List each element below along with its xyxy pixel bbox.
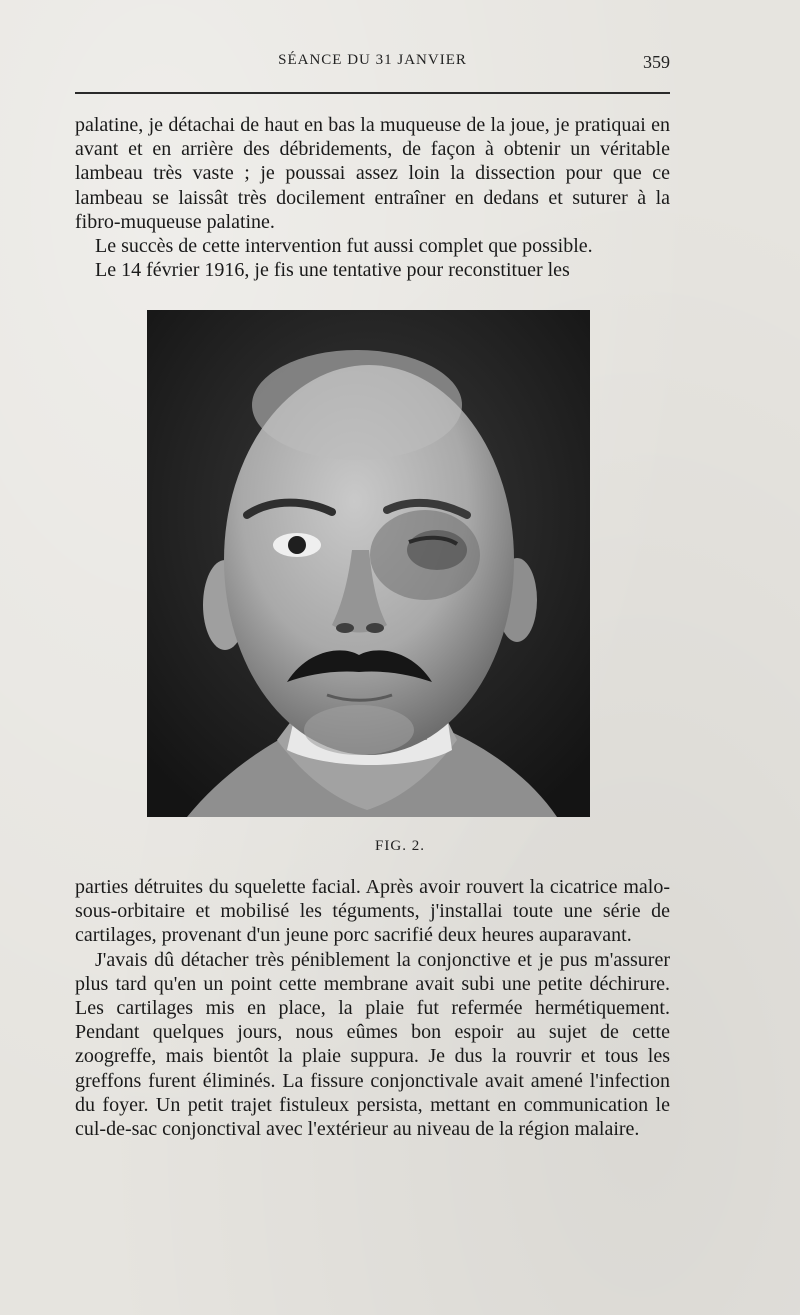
running-title: SÉANCE DU 31 JANVIER — [278, 52, 467, 68]
paragraph: J'avais dû détacher très péniblement la conjonctive et je pus m'assurer plus tard qu'en un point cette membrane avait subi une petite déchirure. Les cartilages mis en place, la plaie fut refermée hermétiquement. Pendant quelques jours, nous eûmes bon espoir au sujet de cette zoogreffe, mais bientôt la plaie suppura. Je dus la rouvrir et tous les greffons furent éliminés. La fissure conjonctivale avait amené l'infection du foyer. Un petit trajet fistuleux persista, mettant en communication le cul-de-sac conjonctival avec l'extérieur au niveau de la région malaire. — [75, 948, 670, 1141]
running-head — [75, 52, 670, 80]
paragraph-continued: palatine, je détachai de haut en bas la muqueuse de la joue, je pratiquai en avant et en arrière des débridements, de façon à obtenir un véritable lambeau très vaste ; je poussai assez loin la dissection pour que ce lambeau se laissât très docilement entraîner en dedans et suturer à la fibro-muqueuse palatine. — [75, 114, 670, 233]
portrait-illustration — [147, 310, 590, 817]
text-block-top — [75, 113, 670, 282]
text-block-bottom — [75, 875, 670, 1141]
figure-caption: FIG. 2. — [375, 838, 425, 854]
paragraph-continued: parties détruites du squelette facial. Après avoir rouvert la cicatrice malo-sous-orbitaire et mobilisé les téguments, j'installai toute une série de cartilages, provenant d'un jeune porc sacrifié deux heures auparavant. — [75, 876, 670, 947]
page-number: 359 — [643, 52, 670, 72]
patient-portrait-photo — [147, 310, 590, 817]
paragraph: Le 14 février 1916, je fis une tentative pour reconstituer les — [95, 259, 570, 282]
header-rule — [75, 92, 670, 94]
paragraph: Le succès de cette intervention fut aussi complet que possible. — [95, 235, 593, 258]
